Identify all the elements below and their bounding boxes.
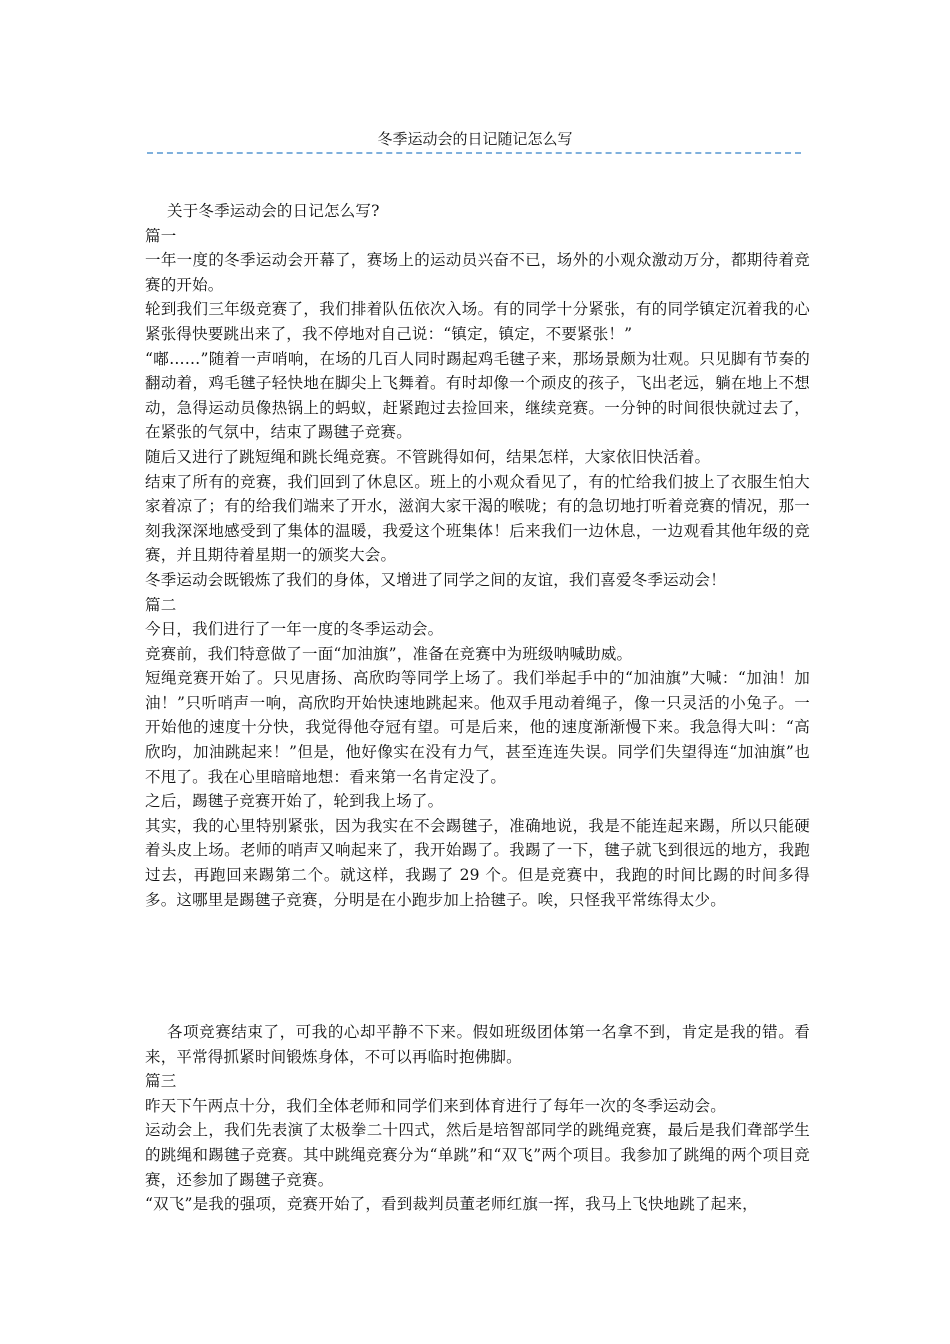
paragraph: 随后又进行了跳短绳和跳长绳竞赛。不管跳得如何，结果怎样，大家依旧快活着。 (145, 447, 711, 466)
paragraph: 短绳竞赛开始了。只见唐扬、高欣昀等同学上场了。我们举起手中的“加油旗”大喊：“加油！加油！”只听哨声一响，高欣昀开始快速地跳起来。他双手甩动着绳子，像一只灵活的小兔子。一开始他的速度十分快，我觉得他夺冠有望。可是后来，他的速度渐渐慢下来。我急得大叫：“高欣昀，加油跳起来！”但是，他好像实在没有力气，甚至连连失误。同学们失望得连“加油旗”也不甩了。我在心里暗暗地想：看来第一名肯定没了。 (145, 669, 810, 786)
paragraph: 之后，踢毽子竞赛开始了，轮到我上场了。 (145, 792, 444, 811)
paragraph: 竞赛前，我们特意做了一面“加油旗”，准备在竞赛中为班级呐喊助威。 (145, 644, 633, 663)
paragraph: “双飞”是我的强项，竞赛开始了，看到裁判员董老师红旗一挥，我马上飞快地跳了起来， (145, 1195, 758, 1214)
title-divider (147, 152, 801, 154)
section-heading: 篇三 (145, 1072, 177, 1091)
section-heading: 篇一 (145, 226, 177, 245)
paragraph: 各项竞赛结束了，可我的心却平静不下来。假如班级团体第一名拿不到，肯定是我的错。看来，平常得抓紧时间锻炼身体，不可以再临时抱佛脚。 (145, 1023, 810, 1066)
paragraph: 运动会上，我们先表演了太极拳二十四式，然后是培智部同学的跳绳竞赛，最后是我们聋部学生的跳绳和踢毽子竞赛。其中跳绳竞赛分为“单跳”和“双飞”两个项目。我参加了跳绳的两个项目竞赛，还参加了踢毽子竞赛。 (145, 1121, 810, 1189)
paragraph: 其实，我的心里特别紧张，因为我实在不会踢毽子，准确地说，我是不能连起来踢，所以只能硬着头皮上场。老师的哨声又响起来了，我开始踢了。我踢了一下，毽子就飞到很远的地方，我跑过去，再跑回来踢第二个。就这样，我踢了 29 个。但是竞赛中，我跑的时间比踢的时间多得多。这哪里是踢毽子竞赛，分明是在小跑步加上拾毽子。唉，只怪我平常练得太少。 (145, 816, 810, 909)
section-heading: 篇二 (145, 595, 177, 614)
body-section-2 (145, 1020, 810, 1217)
paragraph: 轮到我们三年级竞赛了，我们排着队伍依次入场。有的同学十分紧张，有的同学镇定沉着我的心紧张得快要跳出来了，我不停地对自己说：“镇定，镇定，不要紧张！” (145, 300, 810, 343)
paragraph: 结束了所有的竞赛，我们回到了休息区。班上的小观众看见了，有的忙给我们披上了衣服生怕大家着凉了；有的给我们端来了开水，滋润大家干渴的喉咙；有的急切地打听着竞赛的情况，那一刻我深深地感受到了集体的温暖，我爱这个班集体！后来我们一边休息，一边观看其他年级的竞赛，并且期待着星期一的颁奖大会。 (145, 472, 810, 565)
body-section-1 (145, 199, 810, 912)
paragraph: 关于冬季运动会的日记怎么写? (167, 202, 380, 220)
paragraph: 冬季运动会既锻炼了我们的身体，又增进了同学之间的友谊，我们喜爱冬季运动会！ (145, 570, 726, 589)
paragraph: 昨天下午两点十分，我们全体老师和同学们来到体育进行了每年一次的冬季运动会。 (145, 1096, 726, 1115)
document-title: 冬季运动会的日记随记怎么写 (377, 130, 573, 148)
paragraph: 一年一度的冬季运动会开幕了，赛场上的运动员兴奋不已，场外的小观众激动万分，都期待着竞赛的开始。 (145, 251, 810, 294)
paragraph: 今日，我们进行了一年一度的冬季运动会。 (145, 620, 444, 639)
paragraph: “嘟……”随着一声哨响，在场的几百人同时踢起鸡毛毽子来，那场景颇为壮观。只见脚有节奏的翻动着，鸡毛毽子轻快地在脚尖上飞舞着。有时却像一个顽皮的孩子，飞出老远，躺在地上不想动，急得运动员像热锅上的蚂蚁，赶紧跑过去捡回来，继续竞赛。一分钟的时间很快就过去了，在紧张的气氛中，结束了踢毽子竞赛。 (145, 349, 810, 442)
